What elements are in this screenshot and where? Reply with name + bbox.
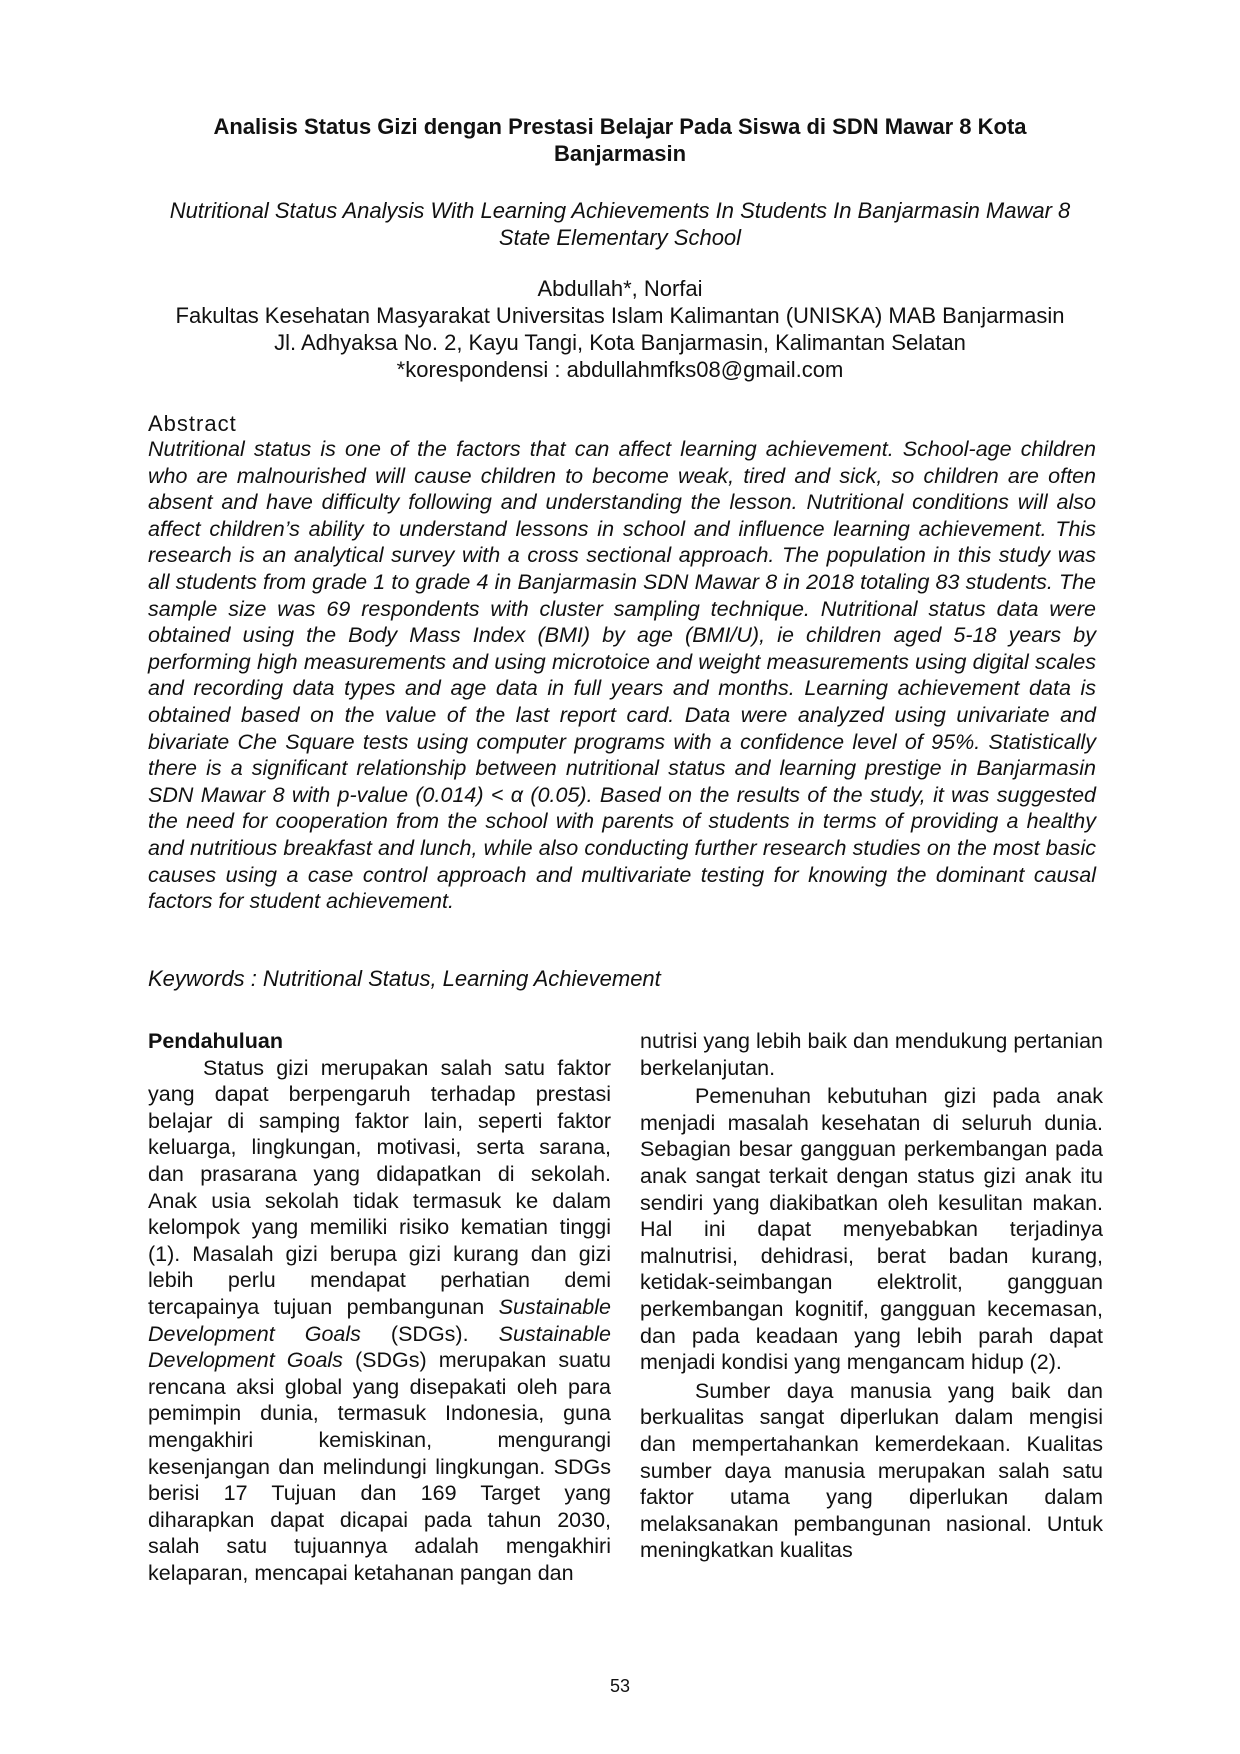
section-heading-pendahuluan: Pendahuluan <box>148 1029 283 1053</box>
paper-subtitle: Nutritional Status Analysis With Learning Achievements In Students In Banjarmasin Mawar 8 State Elementary School <box>169 198 1071 250</box>
page-number: 53 <box>609 1676 631 1696</box>
correspondence-email: *korespondensi : abdullahmfks08@gmail.com <box>396 357 844 382</box>
intro-p1-text-b: (SDGs). <box>360 1321 499 1346</box>
address: Jl. Adhyaksa No. 2, Kayu Tangi, Kota Banjarmasin, Kalimantan Selatan <box>274 330 966 355</box>
right-column <box>640 1028 1103 1564</box>
left-column <box>148 1028 611 1586</box>
intro-p1-italic-1: Sustainable Development Goals <box>148 1294 611 1346</box>
keywords: Keywords : Nutritional Status, Learning Achievement <box>148 966 661 991</box>
intro-paragraph-1 <box>148 1055 611 1587</box>
intro-p1-text-a: Status gizi merupakan salah satu faktor yang dapat berpengaruh terhadap prestasi belajar di samping faktor lain, seperti faktor keluarga, lingkungan, motivasi, serta sarana, dan prasarana yang didapatkan di sekolah. Anak usia sekolah tidak termasuk ke dalam kelompok yang memiliki risiko kematian tinggi (1). Masalah gizi berupa gizi kurang dan gizi lebih perlu mendapat perhatian demi tercapainya tujuan pembangunan <box>148 1055 611 1319</box>
author-list: Abdullah*, Norfai <box>537 276 703 301</box>
abstract-heading: Abstract <box>148 411 237 436</box>
abstract-body: Nutritional status is one of the factors that can affect learning achievement. School-age children who are malnourished will cause children to become weak, tired and sick, so children are often absent and have difficulty following and understanding the lesson. Nutritional conditions will also affect children’s ability to understand lessons in school and influence learning achievement. This research is an analytical survey with a cross sectional approach. The population in this study was all students from grade 1 to grade 4 in Banjarmasin SDN Mawar 8 in 2018 totaling 83 students. The sample size was 69 respondents with cluster sampling technique. Nutritional status data were obtained using the Body Mass Index (BMI) by age (BMI/U), ie children aged 5-18 years by performing high measurements and using microtoice and weight measurements using digital scales and recording data types and age data in full years and months. Learning achievement data is obtained based on the value of the last report card. Data were analyzed using univariate and bivariate Che Square tests using computer programs with a confidence level of 95%. Statistically there is a significant relationship between nutritional status and learning prestige in Banjarmasin SDN Mawar 8 with p-value (0.014) < α (0.05). Based on the results of the study, it was suggested the need for cooperation from the school with parents of students in terms of providing a healthy and nutritious breakfast and lunch, while also conducting further research studies on the most basic causes using a case control approach and multivariate testing for knowing the dominant causal factors for student achievement. <box>148 437 1096 914</box>
affiliation: Fakultas Kesehatan Masyarakat Universitas Islam Kalimantan (UNISKA) MAB Banjarmasin <box>175 303 1065 328</box>
intro-p1-italic-2: Sustainable Development Goals <box>148 1321 611 1373</box>
intro-paragraph-2: Pemenuhan kebutuhan gizi pada anak menjadi masalah kesehatan di seluruh dunia. Sebagian besar gangguan perkembangan pada anak sangat terkait dengan status gizi anak itu sendiri yang diakibatkan oleh kesulitan makan. Hal ini dapat menyebabkan terjadinya malnutrisi, dehidrasi, berat badan kurang, ketidak-seimbangan elektrolit, gangguan perkembangan kognitif, gangguan kecemasan, dan pada keadaan yang lebih parah dapat menjadi kondisi yang mengancam hidup (2). <box>640 1084 1103 1375</box>
intro-paragraph-3: Sumber daya manusia yang baik dan berkualitas sangat diperlukan dalam mengisi dan mempertahankan kemerdekaan. Kualitas sumber daya manusia merupakan salah satu faktor utama yang diperlukan dalam melaksanakan pembangunan nasional. Untuk meningkatkan kualitas <box>640 1378 1103 1563</box>
paper-title: Analisis Status Gizi dengan Prestasi Belajar Pada Siswa di SDN Mawar 8 Kota Banjarmasin <box>213 114 1027 166</box>
intro-p1-text-c: (SDGs) merupakan suatu rencana aksi global yang disepakati oleh para pemimpin dunia, termasuk Indonesia, guna mengakhiri kemiskinan, mengurangi kesenjangan dan melindungi lingkungan. SDGs berisi 17 Tujuan dan 169 Target yang diharapkan dapat dicapai pada tahun 2030, salah satu tujuannya adalah mengakhiri kelaparan, mencapai ketahanan pangan dan <box>148 1348 611 1585</box>
intro-paragraph-1-continued: nutrisi yang lebih baik dan mendukung pertanian berkelanjutan. <box>640 1029 1103 1080</box>
